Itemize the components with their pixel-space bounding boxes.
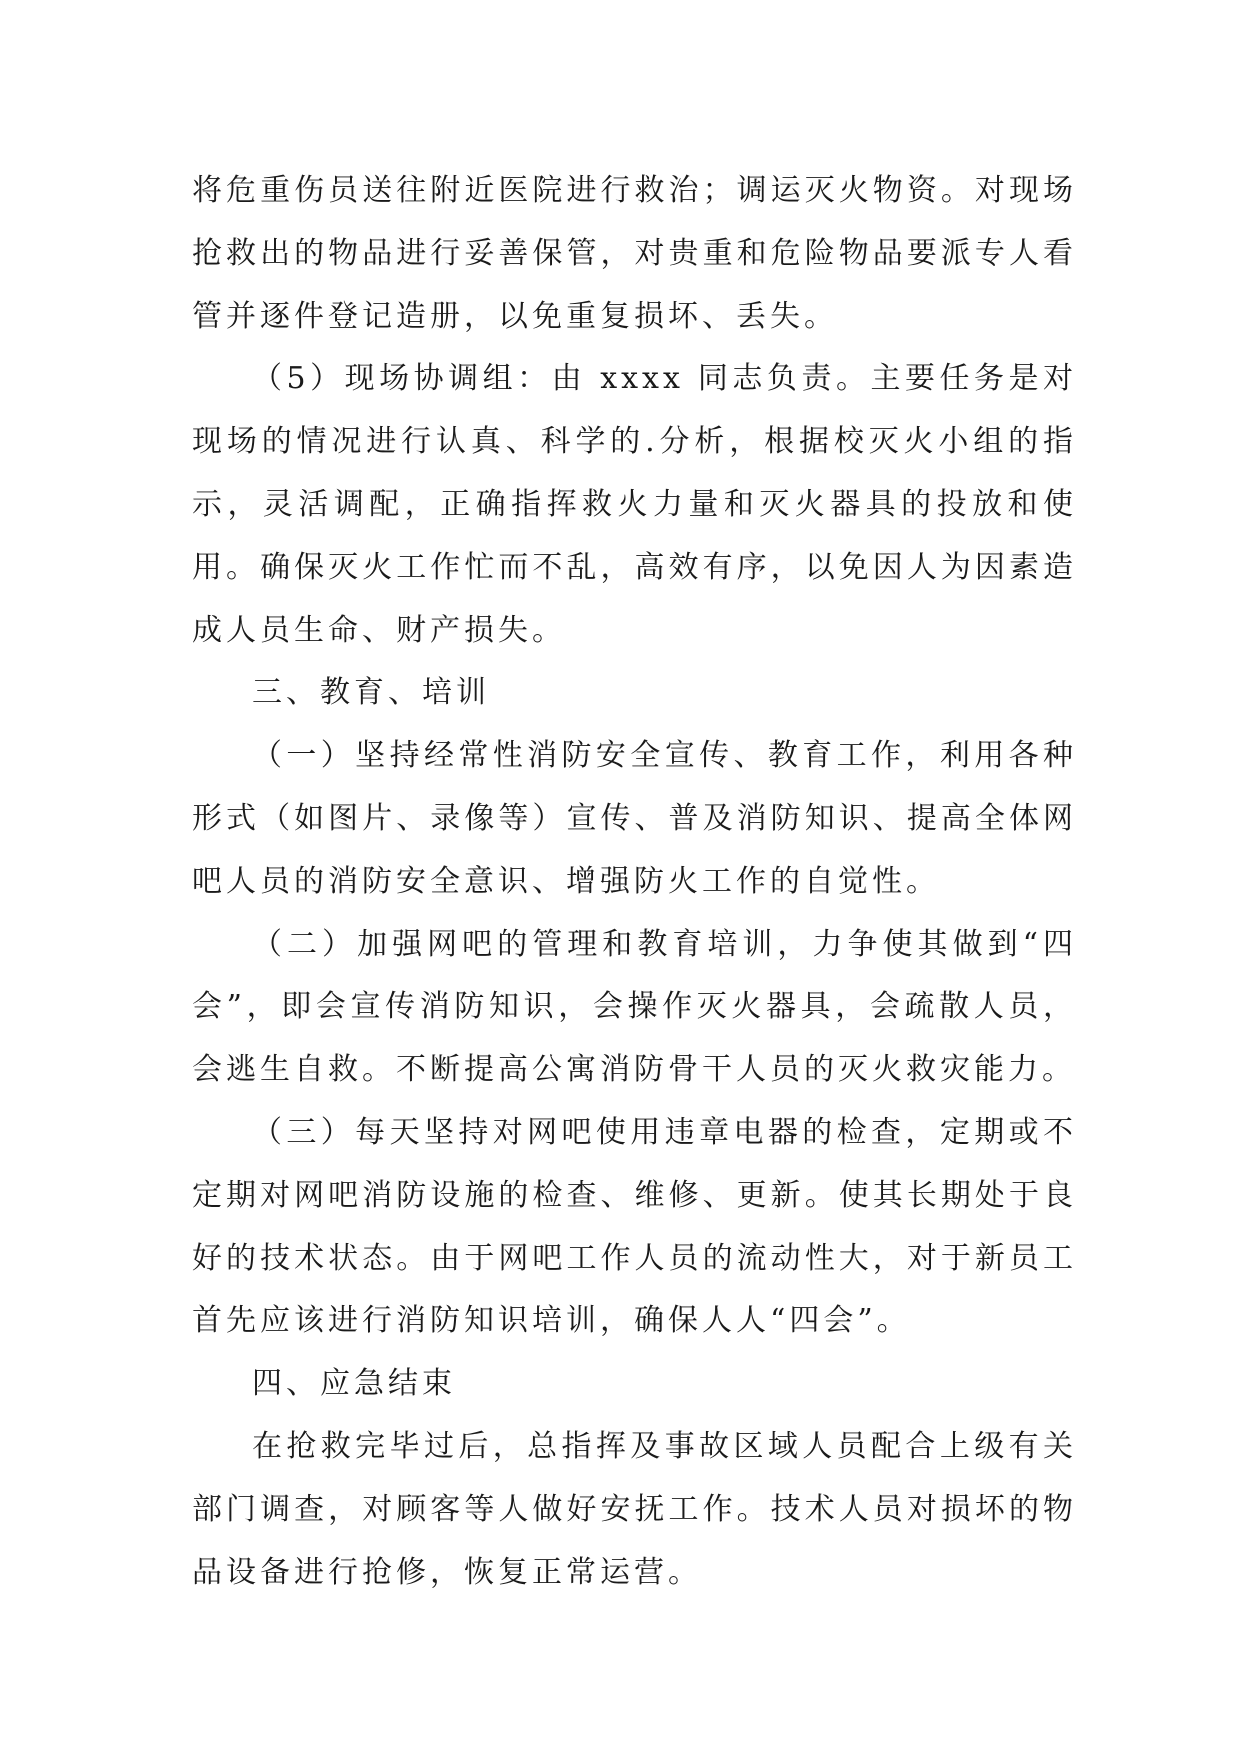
- section-heading-education-training: 三、教育、培训: [252, 675, 490, 711]
- document-body: [192, 160, 1077, 1604]
- paragraph-continuation: 将危重伤员送往附近医院进行救治；调运灭火物资。对现场抢救出的物品进行妥善保管，对贵重和危险物品要派专人看管并逐件登记造册，以免重复损坏、丢失。: [192, 173, 1077, 334]
- paragraph-coordination-group: （5）现场协调组：由 xxxx 同志负责。主要任务是对现场的情况进行认真、科学的.分析，根据校灭火小组的指示，灵活调配，正确指挥救火力量和灭火器具的投放和使用。确保灭火工作忙而不乱，高效有序，以免因人为因素造成人员生命、财产损失。: [192, 361, 1077, 648]
- section-heading-emergency-end: 四、应急结束: [252, 1366, 456, 1402]
- paragraph-item-two: （二）加强网吧的管理和教育培训，力争使其做到“四会”，即会宣传消防知识，会操作灭火器具，会疏散人员，会逃生自救。不断提高公寓消防骨干人员的灭火救灾能力。: [192, 926, 1077, 1088]
- paragraph-item-three: （三）每天坚持对网吧使用违章电器的检查，定期或不定期对网吧消防设施的检查、维修、更新。使其长期处于良好的技术状态。由于网吧工作人员的流动性大，对于新员工首先应该进行消防知识培训，确保人人“四会”。: [192, 1114, 1077, 1339]
- paragraph-emergency-end: 在抢救完毕过后，总指挥及事故区域人员配合上级有关部门调查，对顾客等人做好安抚工作。技术人员对损坏的物品设备进行抢修，恢复正常运营。: [192, 1428, 1077, 1590]
- paragraph-item-one: （一）坚持经常性消防安全宣传、教育工作，利用各种形式（如图片、录像等）宣传、普及消防知识、提高全体网吧人员的消防安全意识、增强防火工作的自觉性。: [192, 738, 1077, 899]
